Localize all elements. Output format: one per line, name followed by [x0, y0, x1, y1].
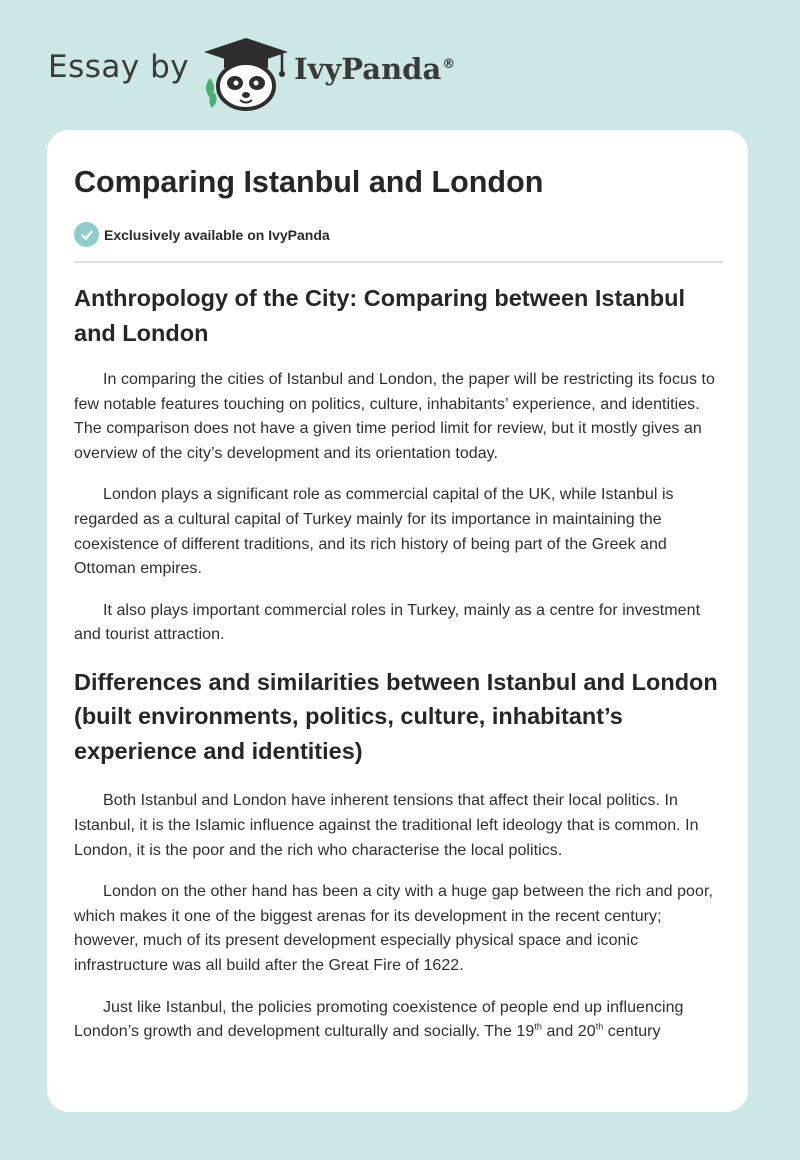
section-heading-2: Differences and similarities between Istanbul and London (built environments, politics, culture, inhabitant’s experience and identities): [74, 668, 718, 764]
panda-logo-icon[interactable]: [200, 36, 292, 112]
ivypanda-wordmark[interactable]: IvyPanda®: [294, 52, 456, 86]
paragraph: It also plays important commercial roles in Turkey, mainly as a centre for investment and tourist attraction.: [74, 601, 701, 644]
paragraph: London plays a significant role as commercial capital of the UK, while Istanbul is regarded as a cultural capital of Turkey mainly for its importance in maintaining the coexistence of different traditions, and its rich history of being part of the Greek and Ottoman empires.: [74, 486, 674, 578]
paragraph: In comparing the cities of Istanbul and London, the paper will be restricting its focus to few notable features touching on politics, culture, inhabitants’ experience, and identities. The comparison does not have a given time period limit for review, but it mostly gives an overview of the city’s development and its orientation today.: [74, 371, 715, 462]
paragraph: Both Istanbul and London have inherent tensions that affect their local politics. In Istanbul, it is the Islamic influence against the traditional left ideology that is common. In London, it is the poor and the rich who characterise the local politics.: [74, 792, 699, 859]
exclusive-badge: [74, 222, 330, 247]
page-title: Comparing Istanbul and London: [74, 165, 544, 199]
essay-card: [47, 130, 748, 1112]
section-heading-1: Anthropology of the City: Comparing between Istanbul and London: [74, 285, 685, 346]
check-circle-icon: [74, 222, 99, 247]
exclusive-badge-text: Exclusively available on IvyPanda: [104, 226, 330, 243]
essay-by-label: Essay by: [48, 49, 190, 85]
essay-body: [74, 281, 724, 1062]
paragraph-last: Just like Istanbul, the policies promoting coexistence of people end up influencing London’s growth and development culturally and socially. The 19th and 20th century: [74, 998, 684, 1041]
title-divider: [74, 261, 723, 263]
site-header: [0, 0, 800, 120]
paragraph: London on the other hand has been a city with a huge gap between the rich and poor, which makes it one of the biggest arenas for its development in the recent century; however, much of its present development especially physical space and iconic infrastructure was all build after the Great Fire of 1622.: [74, 883, 713, 974]
